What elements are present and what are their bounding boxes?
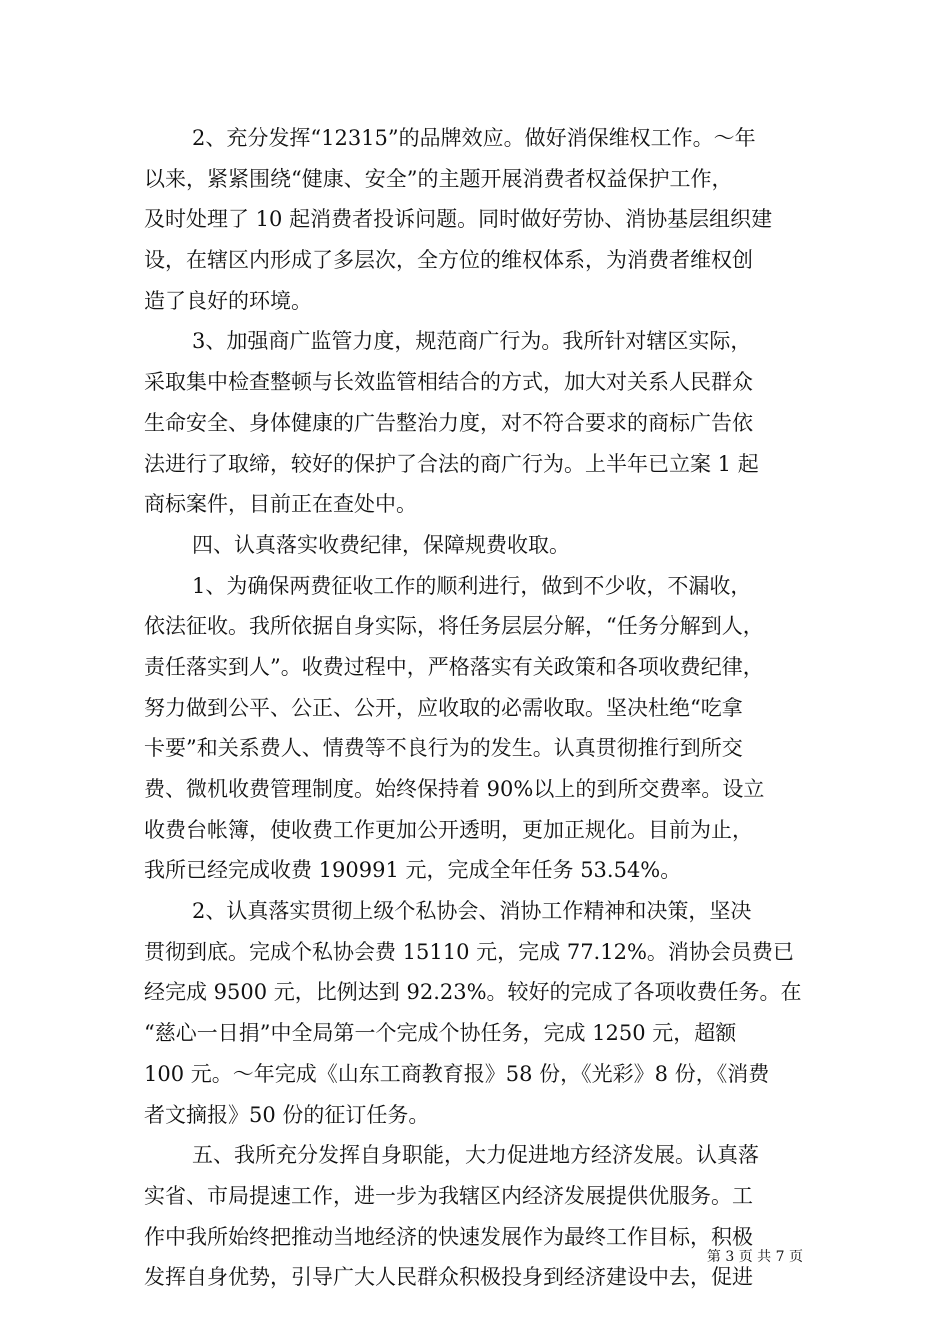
text-line: 法进行了取缔，较好的保护了合法的商广行为。上半年已立案 1 起: [144, 451, 759, 476]
text-line: 责任落实到人”。收费过程中，严格落实有关政策和各项收费纪律，: [144, 654, 764, 679]
text-line: 经完成 9500 元，比例达到 92.23%。较好的完成了各项收费任务。在: [144, 980, 802, 1005]
text-line: 我所已经完成收费 190991 元，完成全年任务 53.54%。: [144, 858, 682, 883]
document-body: [144, 118, 806, 1298]
text-line: 卡要”和关系费人、情费等不良行为的发生。认真贯彻推行到所交: [144, 736, 743, 761]
text-line: 造了良好的环境。: [144, 288, 312, 313]
text-line: 贯彻到底。完成个私协会费 15110 元，完成 77.12%。消协会员费已: [144, 939, 794, 964]
text-line: 作中我所始终把推动当地经济的快速发展作为最终工作目标，积极: [144, 1224, 753, 1249]
text-line: 2、充分发挥“12315”的品牌效应。做好消保维权工作。～年: [192, 126, 756, 150]
text-line: 依法征收。我所依据自身实际，将任务层层分解，“任务分解到人，: [144, 614, 764, 639]
page-number: 第 3 页 共 7 页: [706, 1249, 803, 1265]
text-line: 100 元。～年完成《山东工商教育报》58 份，《光彩》8 份，《消费: [144, 1061, 770, 1086]
text-line: “慈心一日捐”中全局第一个完成个协任务，完成 1250 元，超额: [144, 1021, 737, 1046]
section-heading: 五、我所充分发挥自身职能，大力促进地方经济发展。认真落: [192, 1143, 759, 1168]
text-line: 发挥自身优势，引导广大人民群众积极投身到经济建设中去，促进: [144, 1265, 753, 1290]
text-line: 努力做到公平、公正、公开，应收取的必需收取。坚决杜绝“吃拿: [144, 695, 743, 720]
text-line: 采取集中检查整顿与长效监管相结合的方式，加大对关系人民群众: [144, 370, 753, 395]
section-heading: 四、认真落实收费纪律，保障规费收取。: [192, 532, 570, 557]
text-line: 设，在辖区内形成了多层次，全方位的维权体系，为消费者维权创: [144, 248, 753, 273]
text-line: 生命安全、身体健康的广告整治力度，对不符合要求的商标广告依: [144, 410, 753, 435]
text-line: 商标案件，目前正在查处中。: [144, 492, 417, 517]
text-line: 1、为确保两费征收工作的顺利进行，做到不少收，不漏收，: [192, 573, 752, 598]
text-line: 费、微机收费管理制度。始终保持着 90%以上的到所交费率。设立: [144, 777, 765, 801]
text-line: 2、认真落实贯彻上级个私协会、消协工作精神和决策，坚决: [192, 899, 752, 924]
text-line: 3、加强商广监管力度，规范商广行为。我所针对辖区实际，: [192, 329, 752, 354]
text-line: 收费台帐簿，使收费工作更加公开透明，更加正规化。目前为止，: [144, 817, 753, 842]
text-line: 以来，紧紧围绕“健康、安全”的主题开展消费者权益保护工作，: [144, 166, 733, 191]
text-line: 及时处理了 10 起消费者投诉问题。同时做好劳协、消协基层组织建: [144, 207, 773, 232]
text-line: 实省、市局提速工作，进一步为我辖区内经济发展提供优服务。工: [144, 1183, 753, 1208]
text-line: 者文摘报》50 份的征订任务。: [144, 1102, 430, 1127]
